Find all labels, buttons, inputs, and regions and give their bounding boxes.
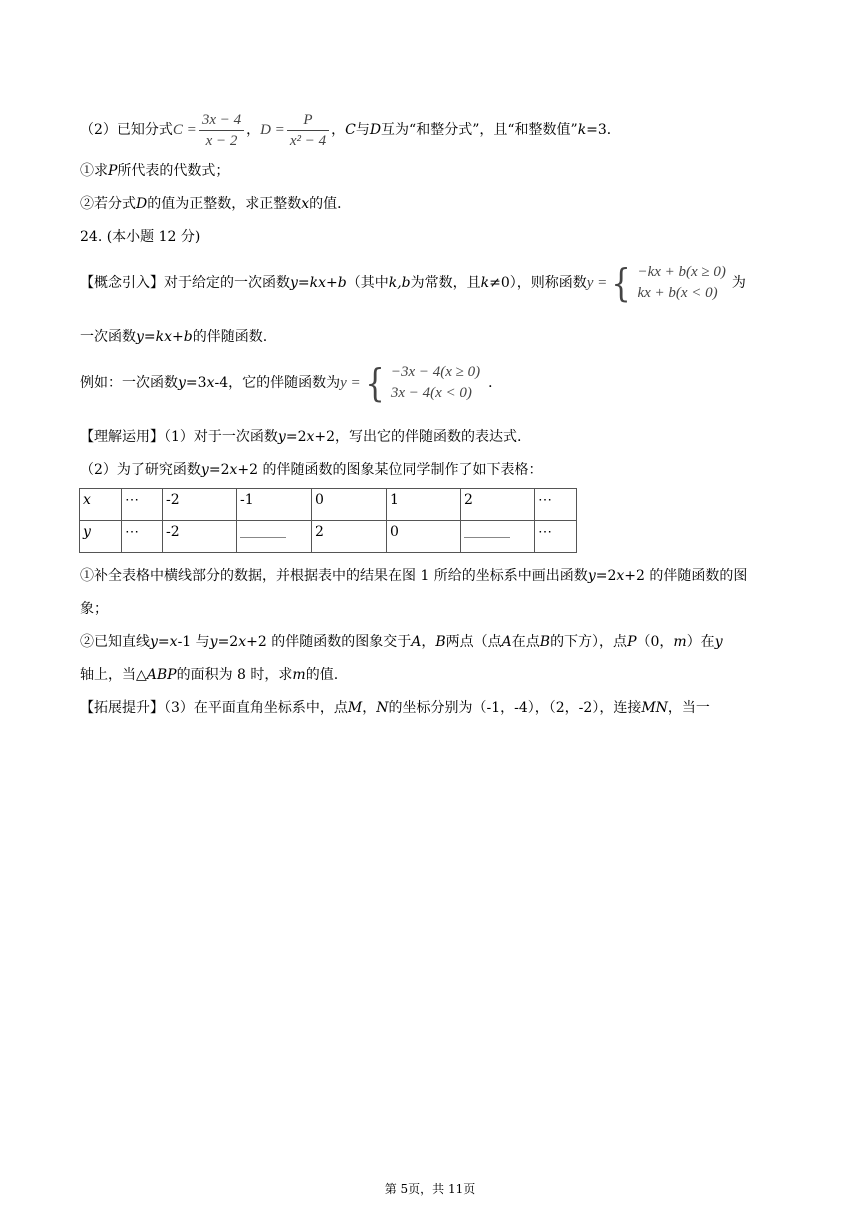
table-cell-blank: [237, 521, 312, 553]
var: MN: [641, 700, 668, 716]
text: 一次函数: [80, 329, 136, 345]
var: M: [347, 700, 363, 716]
numerator: 3x − 4: [199, 112, 244, 131]
denominator: x² − 4: [289, 133, 327, 149]
q24-concept-line: [80, 262, 746, 304]
text: 为: [731, 275, 746, 291]
var: y: [209, 634, 218, 650]
text: ）在: [686, 634, 715, 650]
q23-part2-line: [80, 112, 621, 149]
text: -4，它的伴随函数为: [214, 375, 341, 391]
var: y: [714, 634, 723, 650]
var: B: [435, 634, 446, 650]
text: ，: [331, 121, 346, 138]
table-cell: 2: [461, 489, 535, 521]
q24-header: 24. (本小题 12 分): [80, 229, 201, 245]
text: 的面积为 8 时，求: [176, 667, 293, 683]
denominator: x − 2: [205, 133, 238, 149]
text: 的值．: [309, 196, 352, 212]
var: y: [277, 429, 286, 445]
text: ②若分式: [80, 196, 136, 212]
q24-sub2-line1: [80, 632, 723, 652]
var: N: [376, 700, 389, 716]
text: 【理解运用】（1）对于一次函数: [80, 429, 278, 445]
text: =2: [285, 429, 307, 445]
text: =3: [185, 375, 207, 391]
value-table: [79, 488, 577, 553]
fraction-D: [260, 112, 331, 149]
text: （0，: [636, 634, 674, 650]
var: y: [200, 462, 209, 478]
var: y=kx+b: [136, 329, 193, 345]
table-cell-blank: [461, 521, 535, 553]
q24-sub1-line2: 象；: [80, 601, 108, 617]
case-2: kx + b(x < 0): [637, 285, 718, 301]
case-1: −kx + b(x ≥ 0): [637, 264, 726, 280]
table-row-y: [80, 521, 577, 553]
piecewise-function-example: [340, 362, 480, 404]
text: +2 的伴随函数的图象某位同学制作了如下表格：: [237, 462, 543, 478]
var: m: [292, 667, 306, 683]
var: A: [411, 634, 422, 650]
var: C: [345, 121, 356, 138]
table-cell: 0: [312, 489, 387, 521]
math-lhs: C =: [172, 121, 197, 138]
blank-line: [240, 523, 286, 538]
table-cell: ⋯: [122, 489, 163, 521]
text: 的坐标分别为（-1，-4），（2，-2），连接: [388, 700, 642, 716]
var: D: [369, 121, 382, 138]
var: A: [501, 634, 512, 650]
text: 【拓展提升】（3）在平面直角坐标系中，点: [80, 700, 348, 716]
q24-apply1: [80, 427, 521, 447]
blank-line: [464, 523, 510, 538]
text: +2 的伴随函数的图象交于: [246, 634, 412, 650]
page-footer: 第 5页，共 11页: [384, 1182, 476, 1196]
text: 为常数，且: [410, 275, 481, 291]
var: x: [301, 196, 310, 212]
text: （其中: [346, 275, 389, 291]
table-cell: x: [80, 489, 122, 521]
text: 互为“和整分式”，且“和整数值”: [381, 121, 578, 138]
text: 的伴随函数.: [192, 329, 268, 345]
q24-apply2: [80, 460, 542, 480]
var: B: [539, 634, 551, 650]
var: x: [306, 429, 315, 445]
text: =2: [217, 634, 239, 650]
fraction-C: [172, 112, 246, 149]
text: ．: [488, 375, 503, 391]
var: k: [480, 275, 490, 291]
table-row-x: [80, 489, 577, 521]
table-cell: ⋯: [122, 521, 163, 553]
text: 例如：一次函数: [80, 375, 178, 391]
math-lhs: D =: [260, 121, 285, 138]
case-2: 3x − 4(x < 0): [390, 385, 472, 401]
text: +2，写出它的伴随函数的表达式.: [314, 429, 522, 445]
var: k,b: [388, 275, 411, 291]
text: 的下方），点: [550, 634, 628, 650]
var: x: [238, 634, 247, 650]
table-cell: -2: [163, 489, 237, 521]
text: （2）为了研究函数: [80, 462, 201, 478]
piecewise-function-def: [587, 262, 726, 304]
text: ，当一: [667, 700, 710, 716]
table-cell: 1: [387, 489, 461, 521]
var: y: [587, 568, 596, 584]
var: x: [206, 375, 215, 391]
numerator: P: [287, 112, 329, 131]
text: 轴上，当△: [80, 667, 147, 683]
text: ②已知直线: [80, 634, 150, 650]
math-lhs: y =: [340, 375, 361, 391]
q24-sub2-line2: [80, 665, 338, 685]
case-1: −3x − 4(x ≥ 0): [390, 364, 481, 380]
text: =: [157, 634, 170, 650]
table-cell: ⋯: [535, 489, 577, 521]
q23-sub1: [80, 161, 229, 181]
text: ，: [362, 700, 377, 716]
text: 的值.: [305, 667, 339, 683]
text: ，: [421, 634, 436, 650]
var: m: [673, 634, 687, 650]
var: y: [150, 634, 158, 650]
text: ①补全表格中横线部分的数据，并根据表中的结果在图 1 所给的坐标系中画出函数: [80, 568, 588, 584]
text: 在点: [511, 634, 540, 650]
text: 的值为正整数，求正整数: [147, 196, 302, 212]
q24-sub1-line1: [80, 566, 747, 586]
text: 所代表的代数式；: [117, 163, 230, 179]
q23-sub2: [80, 194, 351, 214]
text: 【概念引入】对于给定的一次函数: [80, 275, 290, 291]
var: x: [616, 568, 625, 584]
var: P: [108, 163, 118, 179]
text: ①求: [80, 163, 108, 179]
table-cell: -1: [237, 489, 312, 521]
text: ≠0），则称函数: [489, 275, 587, 291]
q24-extension: [80, 698, 710, 718]
table-cell: -2: [163, 521, 237, 553]
table-cell: y: [80, 521, 122, 553]
var: x: [229, 462, 238, 478]
var: ABP: [146, 667, 177, 683]
text: =2: [595, 568, 617, 584]
left-brace: {: [365, 361, 385, 405]
left-brace: {: [611, 261, 632, 305]
var: P: [627, 634, 637, 650]
text: （2）已知分式: [80, 121, 173, 138]
table-cell: ⋯: [535, 521, 577, 553]
var: y: [178, 375, 186, 391]
text: =2: [208, 462, 230, 478]
math-lhs: y =: [586, 275, 608, 291]
text: 两点（点: [445, 634, 502, 650]
var: D: [136, 196, 148, 212]
var: x: [169, 634, 178, 650]
var: k: [577, 121, 587, 138]
text: -1 与: [177, 634, 210, 650]
text: ，: [246, 121, 261, 138]
var: y=kx+b: [290, 275, 347, 291]
table-cell: 0: [387, 521, 461, 553]
q24-concept-line2: [80, 327, 267, 347]
text: 与: [355, 121, 370, 138]
q24-example-line: [80, 362, 502, 404]
table-cell: 2: [312, 521, 387, 553]
text: =3．: [586, 121, 621, 138]
text: +2 的伴随函数的图: [624, 568, 748, 584]
